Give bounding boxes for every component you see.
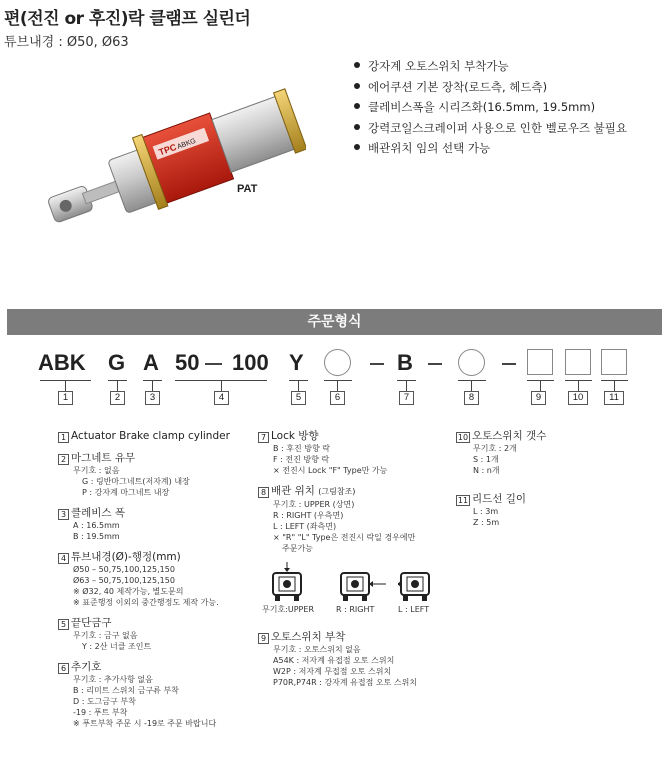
section-11: 11 리드선 길이 L : 3m Z : 5m [457, 493, 527, 527]
code-number-box: 9 [531, 391, 546, 405]
spec-column-3 [456, 429, 656, 536]
model-label: ABKG [176, 137, 197, 151]
order-format-header: 주문형식 [7, 309, 662, 335]
code-dash [370, 363, 384, 365]
pat-label: PAT [237, 183, 258, 195]
bullet-icon [354, 124, 360, 130]
code-slot-lead-box [601, 349, 627, 375]
section-5: 5 끝단금구 무기호 : 금구 없음 Y : 2산 너클 조인트 [58, 616, 258, 652]
code-number-box: 1 [58, 391, 73, 405]
spec-column-1 [58, 429, 258, 737]
code-part-magnet: G [108, 350, 126, 375]
code-number-box: 10 [568, 391, 588, 405]
bullet-icon [354, 103, 360, 109]
cylinder-product-image [36, 84, 306, 234]
feature-item: 에어쿠션 기본 장착(로드측, 헤드측) [354, 77, 627, 98]
bullet-icon [354, 83, 360, 89]
bullet-icon [354, 144, 360, 150]
feature-item: 강자계 오토스위치 부착가능 [354, 56, 627, 77]
section-8: 8 배관 위치 (그림참조) 무기호 : UPPER (상면) R : RIGHT (우측면) L : LEFT (좌측면) × "R" "L" Type은 전진시 락일 경우에만 주문가능 무기호:UPPER R : RIGHT L : LEFT [258, 484, 453, 622]
section-3: 3 클레비스 폭 A : 16.5mm B : 19.5mm [58, 506, 258, 542]
brand-label: TPC [157, 141, 178, 158]
code-number-box: 5 [291, 391, 306, 405]
section-6: 6 추기호 무기호 : 추가사항 없음 B : 리미트 스위치 금구류 부착 D : 도그금구 부착 -19 : 푸트 부착 ※ 푸트부착 주문 시 -19로 주문 바랍니다 [58, 660, 258, 729]
code-part-series: ABK [38, 350, 86, 375]
code-part-clevis: A [143, 350, 159, 375]
code-slot-switch-box [527, 349, 553, 375]
code-part-lock: B [397, 350, 413, 375]
section-2: 2 마그네트 유무 무기호 : 없음 G : 링반마그네트(저자계) 내장 P : 강자계 마그네트 내장 [58, 451, 258, 498]
page-title: 편(전진 or 후진)락 클램프 실린더 [4, 9, 251, 29]
section-4: 4 튜브내경(Ø)-행정(mm) Ø50 – 50,75,100,125,150 Ø63 – 50,75,100,125,150 ※ Ø32, 40 제작가능, 별도문의 ※ 표준행정 이외의 중간행정도 제작 가능. [58, 550, 258, 608]
code-number-box: 11 [604, 391, 624, 405]
code-number-box: 7 [399, 391, 414, 405]
code-number-box: 3 [145, 391, 160, 405]
feature-item: 강력코일스크레이퍼 사용으로 인한 벨로우즈 불필요 [354, 118, 627, 139]
code-dash [205, 363, 222, 365]
feature-item: 배관위치 임의 선택 가능 [354, 138, 627, 159]
port-position-diagram [258, 562, 453, 622]
spec-column-2 [258, 429, 453, 696]
code-dash [428, 363, 442, 365]
code-part-end-fitting: Y [289, 350, 304, 375]
bullet-icon [354, 62, 360, 68]
page-subtitle: 튜브내경 : Ø50, Ø63 [4, 35, 129, 50]
port-left-figure: L : LEFT [398, 562, 432, 605]
feature-item: 클레비스폭을 시리즈화(16.5mm, 19.5mm) [354, 97, 627, 118]
section-1: 1 Actuator Brake clamp cylinder [58, 429, 258, 443]
code-number-box: 8 [464, 391, 479, 405]
port-right-figure: R : RIGHT [338, 562, 388, 605]
code-number-box: 2 [110, 391, 125, 405]
section-10: 10 오토스위치 갯수 무기호 : 2개 S : 1개 N : n개 [457, 430, 547, 475]
code-number-box: 4 [214, 391, 229, 405]
code-slot-option-circle [324, 349, 351, 376]
port-upper-figure: 무기호:UPPER [270, 562, 304, 605]
code-slot-count-box [565, 349, 591, 375]
feature-list [354, 56, 627, 159]
section-9: 9 오토스위치 부착 무기호 : 오토스위치 없음 A54K : 저자계 유접점 오토 스위치 W2P : 저자계 무접점 오토 스위치 P70R,P74R : 강자계 유접점 오토 스위치 [258, 630, 453, 688]
code-slot-port-circle [458, 349, 485, 376]
code-dash [502, 363, 516, 365]
code-number-box: 6 [330, 391, 345, 405]
code-part-stroke: 100 [232, 350, 269, 375]
section-7: 7 Lock 방향 B : 후진 방향 락 F : 전진 방향 락 × 전진시 Lock "F" Type만 가능 [258, 429, 453, 476]
code-part-bore: 50 [175, 350, 200, 375]
